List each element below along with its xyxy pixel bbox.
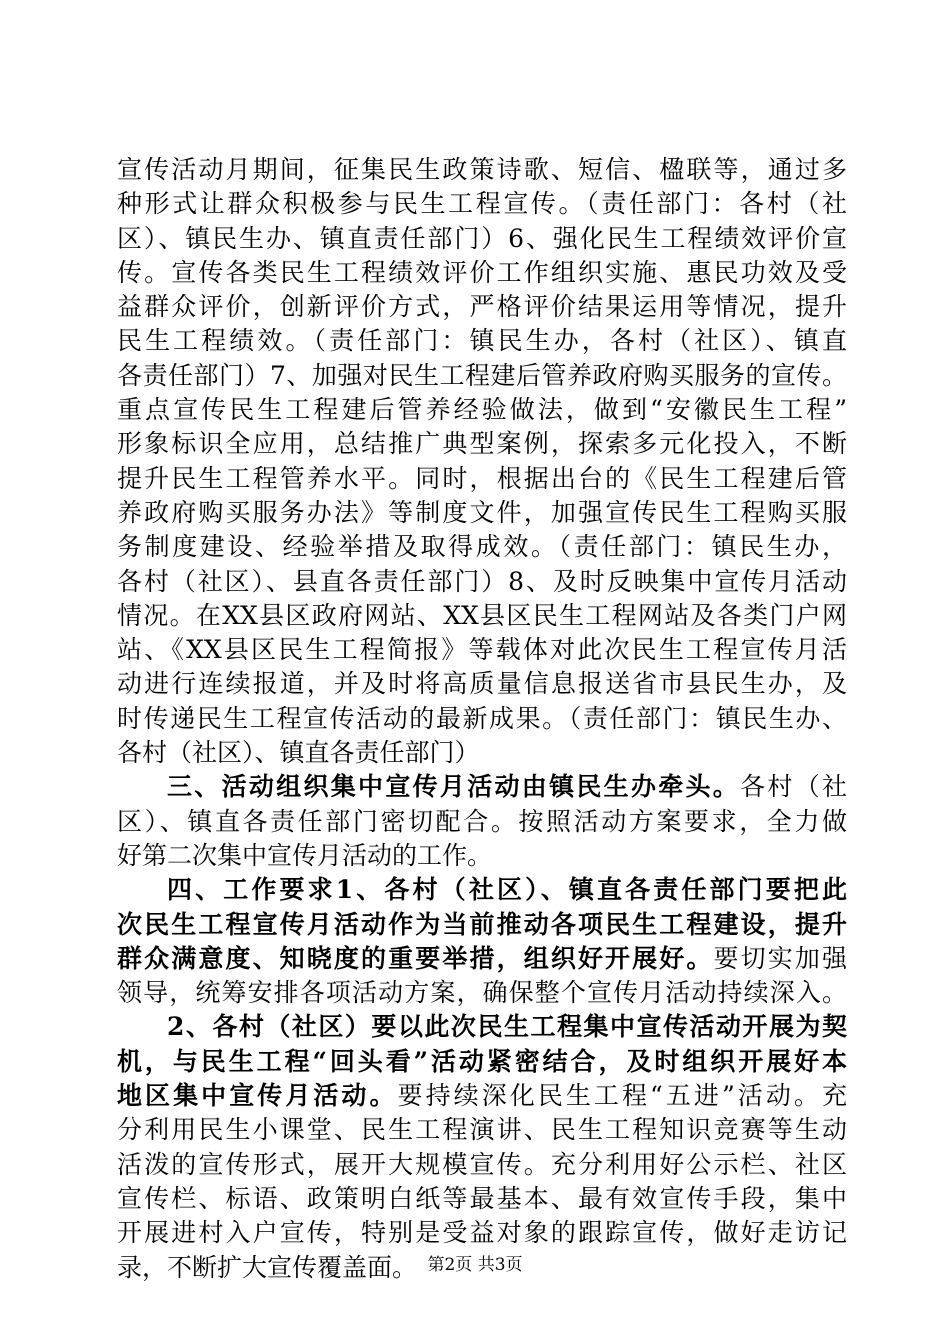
paragraph-line	[117, 1079, 847, 1113]
section-heading-line	[117, 873, 847, 907]
paragraph-line: 务制度建设、经验举措及取得成效。（责任部门：镇民生办，	[117, 532, 847, 562]
plain-text: 要持续深化民生工程“五进”活动。充	[397, 1081, 847, 1111]
section-text: 各村（社	[740, 772, 847, 802]
paragraph-line: 情况。在XX县区政府网站、XX县区民生工程网站及各类门户网	[117, 600, 847, 630]
plain-text: 要切实加强	[713, 943, 847, 973]
paragraph-line: 区）、镇直各责任部门密切配合。按照活动方案要求，全力做	[117, 806, 847, 836]
paragraph-line: 传。宣传各类民生工程绩效评价工作组织实施、惠民功效及受	[117, 257, 847, 287]
paragraph-line: 益群众评价，创新评价方式，严格评价结果运用等情况，提升	[117, 292, 847, 322]
paragraph-line: 时传递民生工程宣传活动的最新成果。（责任部门：镇民生办、	[117, 703, 847, 733]
paragraph-line: 提升民生工程管养水平。同时，根据出台的《民生工程建后管	[117, 463, 847, 493]
paragraph-line: 重点宣传民生工程建后管养经验做法，做到“安徽民生工程”	[117, 395, 847, 425]
paragraph-line: 宣传栏、标语、政策明白纸等最基本、最有效宣传手段，集中	[117, 1183, 847, 1213]
paragraph-line: 形象标识全应用，总结推广典型案例，探索多元化投入，不断	[117, 429, 847, 459]
paragraph-line	[117, 942, 847, 976]
paragraph-line: 各村（社区）、镇直各责任部门）	[117, 738, 480, 768]
section-heading: 四、工作要求1、各村（社区）、镇直各责任部门要把此	[167, 875, 847, 905]
section-heading: 三、活动组织集中宣传月活动由镇民生办牵头。	[167, 772, 741, 802]
bold-text: 机，与民生工程“回头看”活动紧密结合，及时组织开展好本	[117, 1046, 847, 1076]
paragraph-line: 开展进村入户宣传，特别是受益对象的跟踪宣传，做好走访记	[117, 1218, 847, 1248]
bold-text: 群众满意度、知晓度的重要举措，组织好开展好。	[117, 943, 714, 973]
paragraph-line: 站、《XX县区民生工程简报》等载体对此次民生工程宣传月活	[117, 635, 847, 665]
paragraph-line: 动进行连续报道，并及时将高质量信息报送省市县民生办，及	[117, 669, 847, 699]
bold-text: 地区集中宣传月活动。	[117, 1081, 398, 1111]
bold-text: 次民生工程宣传月活动作为当前推动各项民生工程建设，提升	[117, 909, 847, 939]
paragraph-line	[117, 1045, 847, 1079]
paragraph-line: 好第二次集中宣传月活动的工作。	[117, 840, 493, 870]
section-heading: 2、各村（社区）要以此次民生工程集中宣传活动开展为契	[167, 1012, 847, 1042]
paragraph-line: 养政府购买服务办法》等制度文件，加强宣传民生工程购买服	[117, 497, 847, 527]
paragraph-line	[117, 908, 847, 942]
paragraph-line: 分利用民生小课堂、民生工程演讲、民生工程知识竞赛等生动	[117, 1115, 847, 1145]
paragraph-line: 种形式让群众积极参与民生工程宣传。（责任部门：各村（社	[117, 189, 847, 219]
page-footer: 第2页 共3页	[427, 1255, 523, 1275]
paragraph-line: 民生工程绩效。（责任部门：镇民生办，各村（社区）、镇直	[117, 326, 847, 356]
paragraph-line: 活泼的宣传形式，展开大规模宣传。充分利用好公示栏、社区	[117, 1149, 847, 1179]
paragraph-line: 领导，统筹安排各项活动方案，确保整个宣传月活动持续深入。	[117, 978, 847, 1008]
paragraph-line: 录，不断扩大宣传覆盖面。	[117, 1252, 418, 1282]
paragraph-line: 宣传活动月期间，征集民生政策诗歌、短信、楹联等，通过多	[117, 155, 847, 184]
section-heading-line	[117, 770, 847, 804]
section-heading-line	[117, 1010, 847, 1044]
document-body	[117, 153, 847, 1285]
paragraph-line: 区）、镇民生办、镇直责任部门）6、强化民生工程绩效评价宣	[117, 223, 847, 253]
paragraph-line: 各村（社区）、县直各责任部门）8、及时反映集中宣传月活动	[117, 566, 847, 596]
paragraph-line: 各责任部门）7、加强对民生工程建后管养政府购买服务的宣传。	[117, 360, 847, 390]
